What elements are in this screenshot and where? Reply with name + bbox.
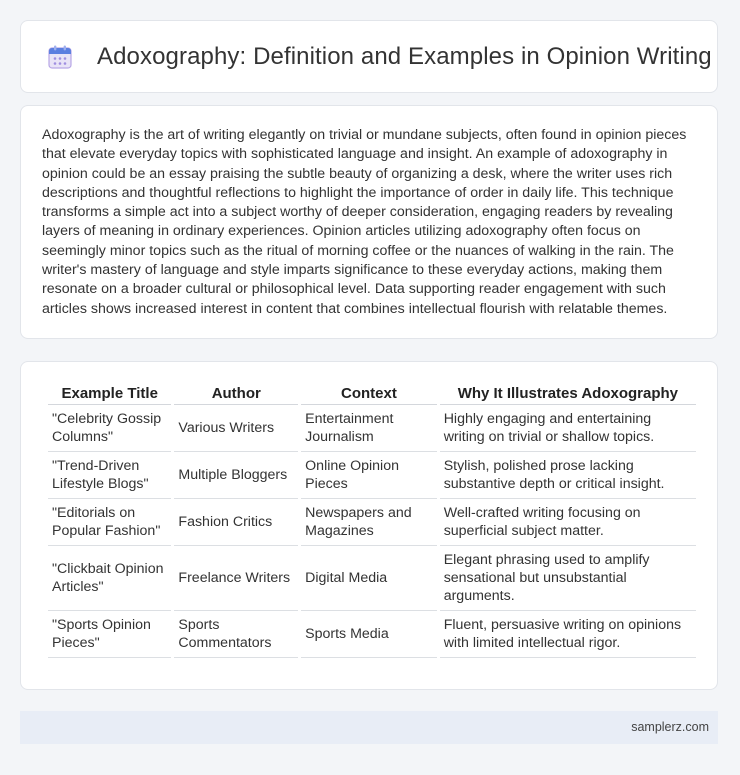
column-header-example-title: Example Title	[48, 380, 171, 405]
cell-author: Various Writers	[174, 405, 298, 452]
table-row	[48, 452, 696, 499]
cell-context: Sports Media	[301, 611, 437, 658]
column-header-context: Context	[301, 380, 437, 405]
table-row	[48, 611, 696, 658]
cell-example-title: "Sports Opinion Pieces"	[48, 611, 171, 658]
cell-context: Entertainment Journalism	[301, 405, 437, 452]
cell-why: Fluent, persuasive writing on opinions with limited intellectual rigor.	[440, 611, 696, 658]
footer-bar	[20, 711, 718, 744]
page-title: Adoxography: Definition and Examples in Opinion Writing	[97, 42, 712, 70]
intro-card	[20, 105, 718, 339]
cell-why: Stylish, polished prose lacking substantive depth or critical insight.	[440, 452, 696, 499]
header-card	[20, 20, 718, 93]
footer-site-link[interactable]: samplerz.com	[631, 720, 709, 734]
table-card	[20, 361, 718, 690]
examples-table	[45, 380, 699, 658]
cell-example-title: "Celebrity Gossip Columns"	[48, 405, 171, 452]
column-header-author: Author	[174, 380, 298, 405]
cell-context: Online Opinion Pieces	[301, 452, 437, 499]
calendar-icon	[45, 42, 75, 72]
cell-author: Multiple Bloggers	[174, 452, 298, 499]
cell-example-title: "Trend-Driven Lifestyle Blogs"	[48, 452, 171, 499]
cell-context: Digital Media	[301, 546, 437, 611]
cell-example-title: "Editorials on Popular Fashion"	[48, 499, 171, 546]
column-header-why: Why It Illustrates Adoxography	[440, 380, 696, 405]
cell-author: Freelance Writers	[174, 546, 298, 611]
cell-why: Well-crafted writing focusing on superficial subject matter.	[440, 499, 696, 546]
cell-why: Highly engaging and entertaining writing on trivial or shallow topics.	[440, 405, 696, 452]
table-row	[48, 499, 696, 546]
cell-context: Newspapers and Magazines	[301, 499, 437, 546]
cell-author: Sports Commentators	[174, 611, 298, 658]
table-row	[48, 546, 696, 611]
cell-why: Elegant phrasing used to amplify sensational but unsubstantial arguments.	[440, 546, 696, 611]
cell-example-title: "Clickbait Opinion Articles"	[48, 546, 171, 611]
table-row	[48, 405, 696, 452]
cell-author: Fashion Critics	[174, 499, 298, 546]
intro-paragraph: Adoxography is the art of writing elegantly on trivial or mundane subjects, often found in opinion pieces that elevate everyday topics with sophisticated language and insight. An example of adoxography in opinion could be an essay praising the subtle beauty of organizing a desk, where the writer uses rich descriptions and thoughtful reflections to highlight the importance of order in daily life. This technique transforms a simple act into a subject worthy of deeper consideration, engaging readers by revealing layers of meaning in ordinary experiences. Opinion articles utilizing adoxography often focus on seemingly minor topics such as the ritual of morning coffee or the nuances of walking in the rain. The writer's mastery of language and style imparts significance to these everyday actions, making them resonate on a broader cultural or philosophical level. Data supporting reader engagement with such articles shows increased interest in content that combines intellectual flourish with relatable themes.	[42, 127, 687, 317]
table-header-row	[48, 380, 696, 405]
